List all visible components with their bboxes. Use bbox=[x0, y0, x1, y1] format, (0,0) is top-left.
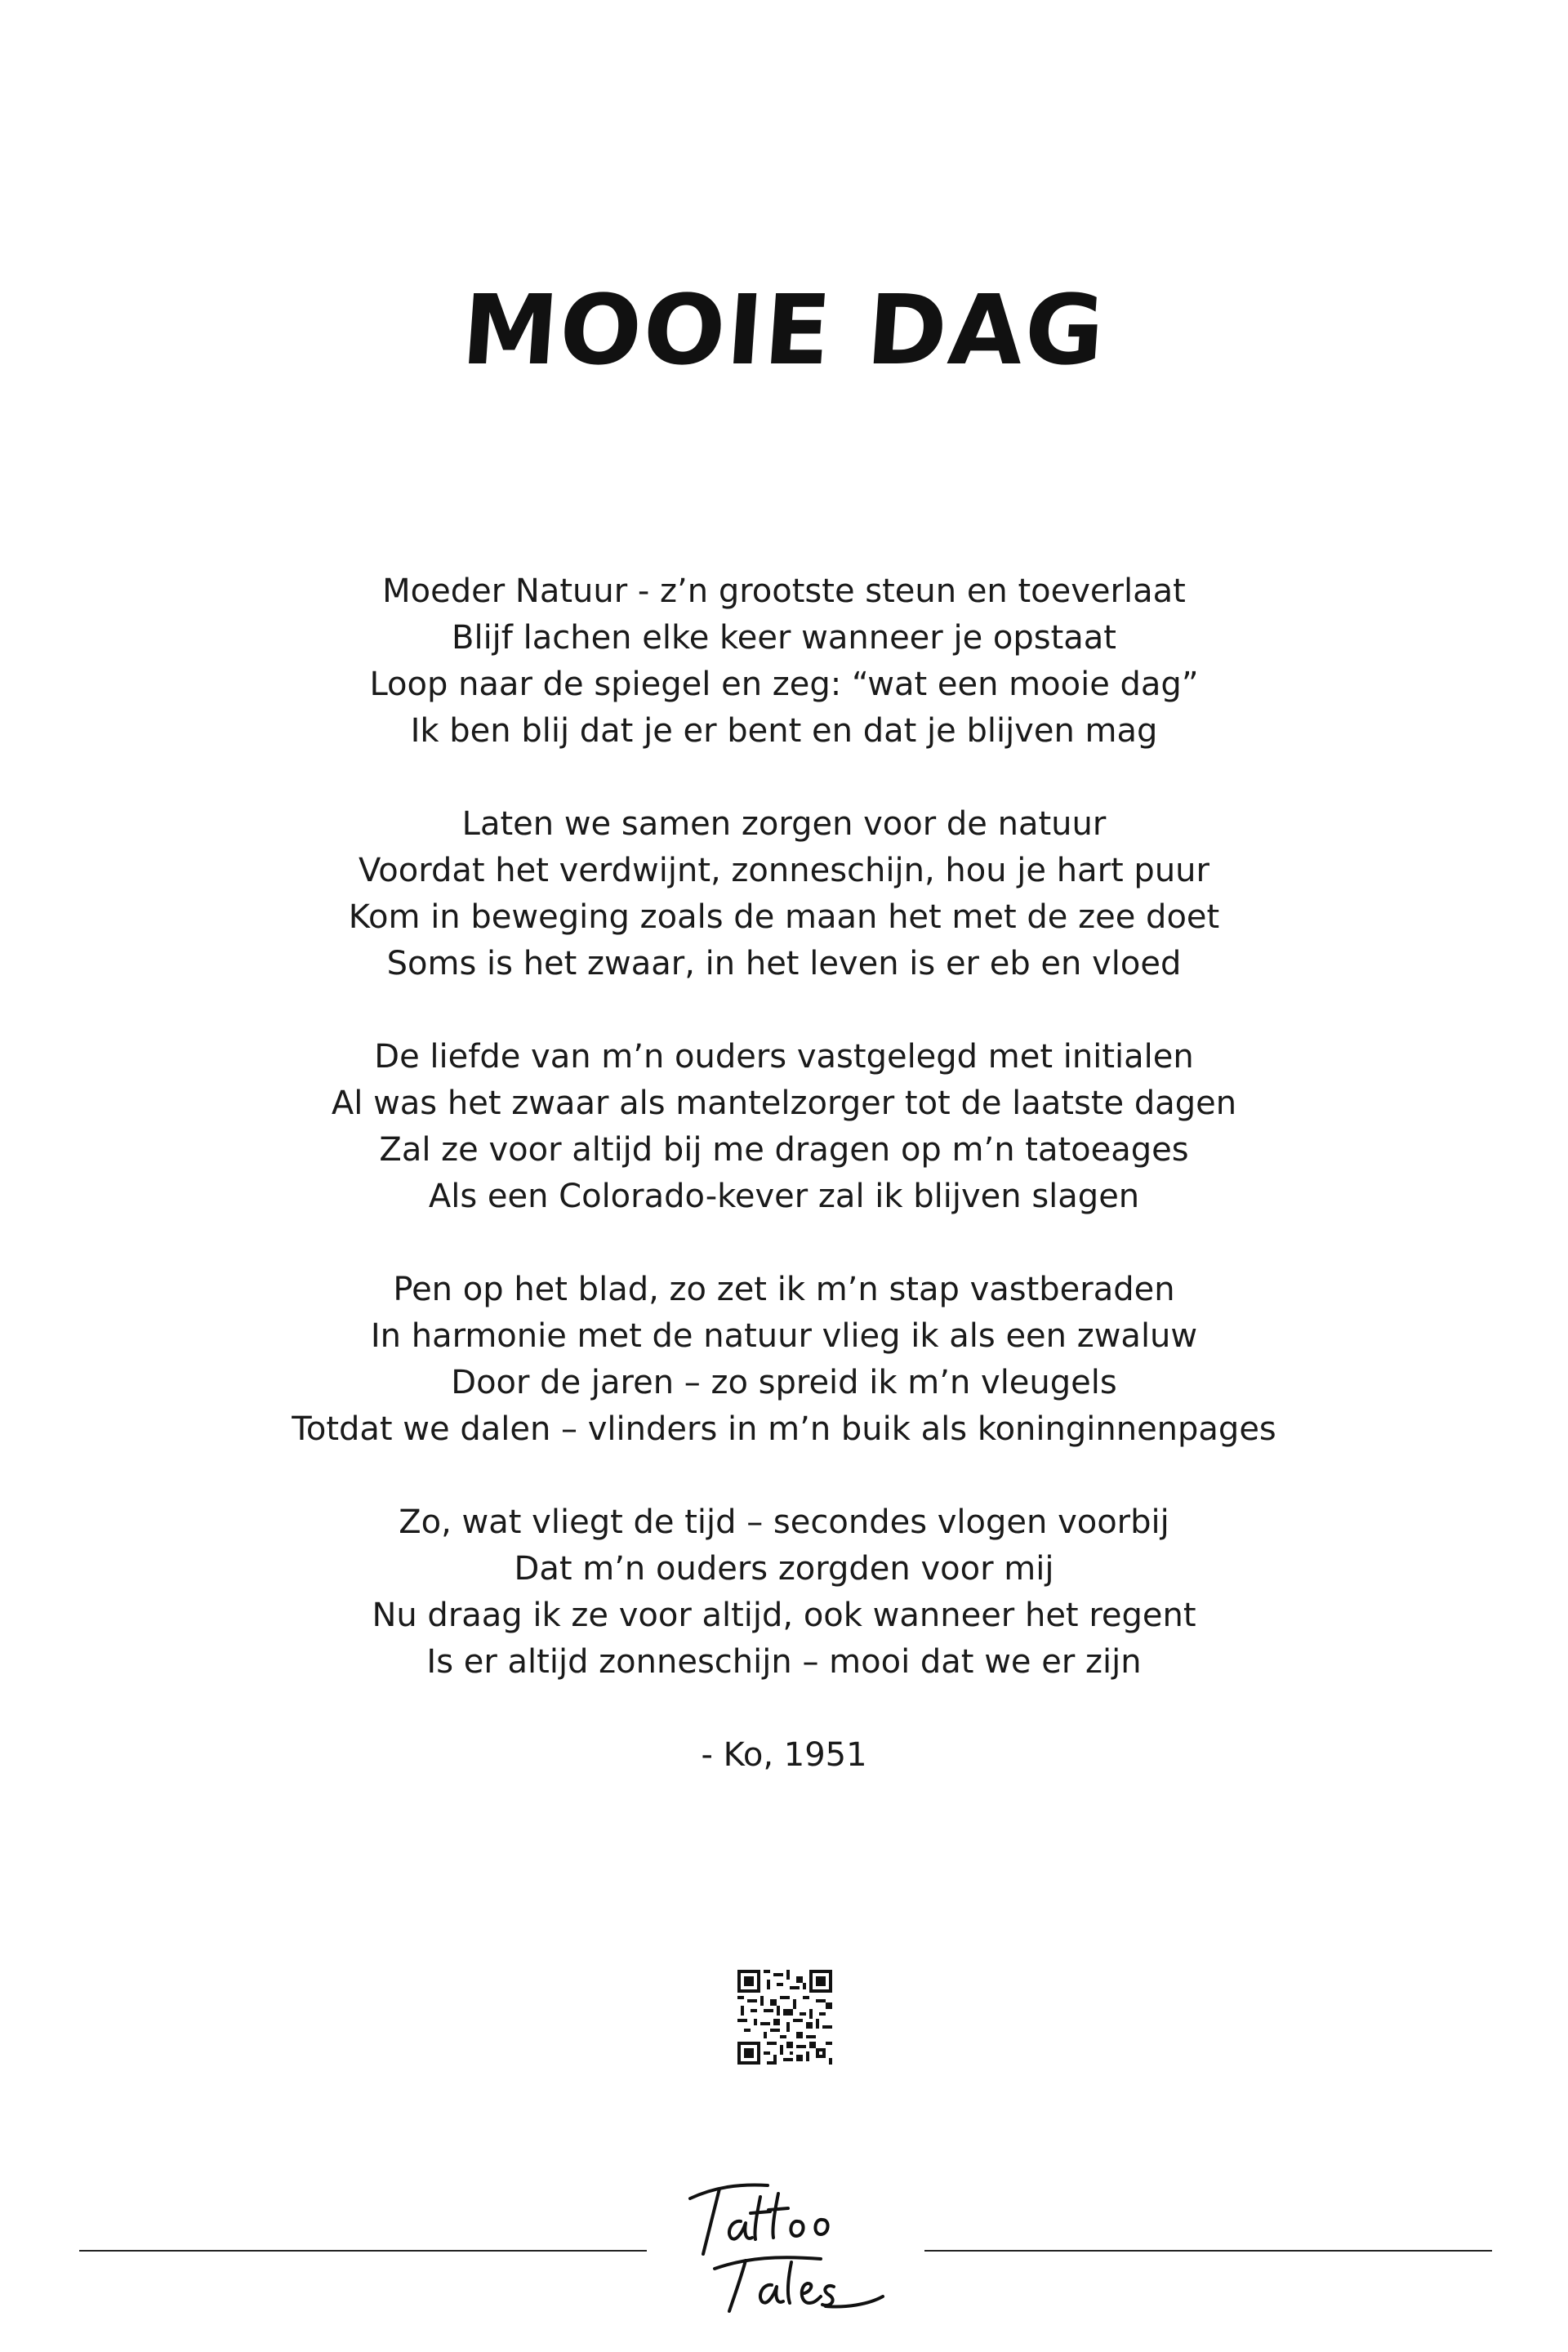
poem-line: Laten we samen zorgen voor de natuur bbox=[461, 805, 1107, 843]
poem-line: Voordat het verdwijnt, zonneschijn, hou je hart puur bbox=[359, 852, 1209, 889]
poem-line: Als een Colorado-kever zal ik blijven slagen bbox=[428, 1178, 1140, 1215]
footer-divider-right bbox=[924, 2250, 1492, 2252]
poem-line: Pen op het blad, zo zet ik m’n stap vastberaden bbox=[393, 1271, 1175, 1308]
stanza-5 bbox=[0, 1499, 1568, 1686]
poem-line: Ik ben blij dat je er bent en dat je blijven mag bbox=[410, 712, 1158, 750]
poem-line: Nu draag ik ze voor altijd, ook wanneer het regent bbox=[372, 1597, 1196, 1634]
poem-line: Kom in beweging zoals de maan het met de zee doet bbox=[348, 898, 1220, 936]
tattoo-tales-logo bbox=[682, 2164, 886, 2319]
poem-line: Is er altijd zonneschijn – mooi dat we er zijn bbox=[426, 1643, 1142, 1681]
poem-line: Al was het zwaar als mantelzorger tot de laatste dagen bbox=[331, 1085, 1237, 1122]
page-title: MOOIE DAG bbox=[458, 274, 1110, 386]
poem-line: Totdat we dalen – vlinders in m’n buik als koninginnenpages bbox=[292, 1410, 1276, 1448]
stanza-2 bbox=[0, 801, 1568, 987]
poem-line: Blijf lachen elke keer wanneer je opstaat bbox=[452, 619, 1116, 657]
poem-line: Loop naar de spiegel en zeg: “wat een mooie dag” bbox=[369, 666, 1199, 703]
poem-line: Dat m’n ouders zorgden voor mij bbox=[514, 1550, 1054, 1588]
poem-line: Door de jaren – zo spreid ik m’n vleugels bbox=[451, 1364, 1117, 1401]
poem-line: In harmonie met de natuur vlieg ik als een zwaluw bbox=[370, 1317, 1198, 1355]
poem bbox=[0, 568, 1568, 1779]
stanza-4 bbox=[0, 1267, 1568, 1453]
poem-line: De liefde van m’n ouders vastgelegd met initialen bbox=[374, 1038, 1194, 1076]
poem-line: Zo, wat vliegt de tijd – secondes vlogen voorbij bbox=[399, 1503, 1169, 1541]
poem-line: Zal ze voor altijd bij me dragen op m’n tatoeages bbox=[379, 1131, 1189, 1169]
qr-code-icon[interactable] bbox=[737, 1970, 832, 2065]
signature: - Ko, 1951 bbox=[701, 1736, 867, 1774]
poem-line: Moeder Natuur - z’n grootste steun en toeverlaat bbox=[382, 572, 1186, 610]
stanza-3 bbox=[0, 1034, 1568, 1220]
footer-divider-left bbox=[79, 2250, 647, 2252]
poem-line: Soms is het zwaar, in het leven is er eb en vloed bbox=[386, 945, 1182, 982]
stanza-1 bbox=[0, 568, 1568, 755]
